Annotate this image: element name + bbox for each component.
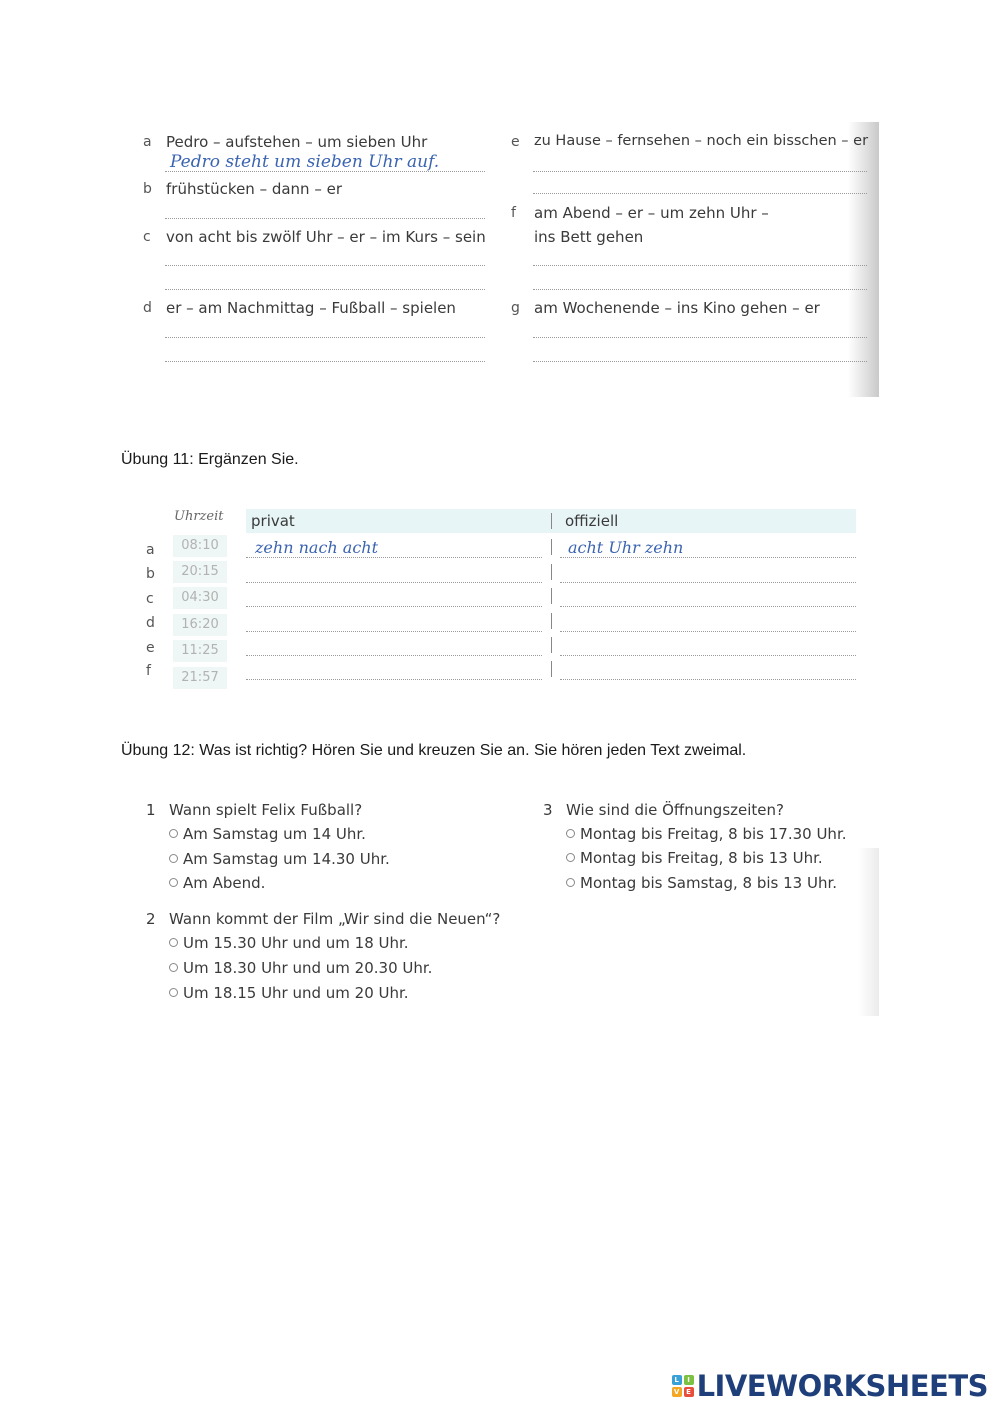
answer-option[interactable]: Am Abend. [169,874,265,892]
row-letter: a [146,542,155,558]
logo-icon: L I V E [672,1375,694,1397]
answer-line[interactable] [533,265,867,266]
item-prompt: er – am Nachmittag – Fußball – spielen [166,299,456,317]
time-cell: 21:57 [173,667,227,689]
answer-line-private[interactable] [246,679,542,680]
answer-option[interactable]: Montag bis Samstag, 8 bis 13 Uhr. [566,874,837,892]
answer-line-official[interactable] [560,582,856,583]
answer-line-private[interactable] [246,582,542,583]
radio-button[interactable] [566,853,575,862]
answer-line-private[interactable] [246,631,542,632]
answer-line-private[interactable] [246,557,542,558]
item-letter: b [143,181,152,197]
radio-button[interactable] [169,878,178,887]
answer-line[interactable] [165,289,485,290]
question-text: Wann spielt Felix Fußball? [169,801,363,819]
item-prompt: von acht bis zwölf Uhr – er – im Kurs – sein [166,228,486,246]
answer-line[interactable] [165,361,485,362]
column-separator [551,661,552,677]
answer-line[interactable] [533,361,867,362]
item-prompt: frühstücken – dann – er [166,180,342,198]
question-text: Wann kommt der Film „Wir sind die Neuen“? [169,910,501,928]
radio-button[interactable] [169,938,178,947]
radio-button[interactable] [566,829,575,838]
item-letter: e [511,134,520,150]
row-letter: b [146,566,155,582]
item-prompt: am Abend – er – um zehn Uhr – [534,204,769,222]
answer-line-official[interactable] [560,655,856,656]
handwritten-private: zehn nach acht [255,538,379,557]
answer-line-official[interactable] [560,557,856,558]
column-separator [551,539,552,555]
row-letter: f [146,663,151,679]
item-prompt: am Wochenende – ins Kino gehen – er [534,299,820,317]
time-cell: 11:25 [173,640,227,662]
answer-line-official[interactable] [560,606,856,607]
item-letter: g [511,300,520,316]
column-header-time: Uhrzeit [174,509,224,524]
column-separator [551,613,552,629]
column-header-private: privat [251,512,295,530]
answer-option[interactable]: Montag bis Freitag, 8 bis 17.30 Uhr. [566,825,847,843]
radio-button[interactable] [169,988,178,997]
item-letter: d [143,300,152,316]
answer-line[interactable] [165,171,485,172]
radio-button[interactable] [566,878,575,887]
answer-line[interactable] [165,265,485,266]
question-number: 2 [146,910,156,928]
answer-line-private[interactable] [246,655,542,656]
item-letter: f [511,205,516,221]
radio-button[interactable] [169,963,178,972]
exercise-11-heading: Übung 11: Ergänzen Sie. [121,451,299,468]
answer-line-official[interactable] [560,679,856,680]
answer-line[interactable] [533,289,867,290]
answer-line[interactable] [533,337,867,338]
item-letter: a [143,134,152,150]
logo-text: LIVEWORKSHEETS [696,1369,988,1403]
column-separator [551,564,552,580]
item-prompt: Pedro – aufstehen – um sieben Uhr [166,133,428,151]
radio-button[interactable] [169,829,178,838]
page-gutter-shadow [848,122,879,397]
question-number: 3 [543,801,553,819]
answer-option[interactable]: Um 18.15 Uhr und um 20 Uhr. [169,984,409,1002]
question-text: Wie sind die Öffnungszeiten? [566,801,784,819]
page-gutter-shadow [858,848,879,1016]
time-cell: 16:20 [173,614,227,636]
exercise-12-heading: Übung 12: Was ist richtig? Hören Sie und kreuzen Sie an. Sie hören jeden Text zweimal. [121,742,747,759]
item-prompt: zu Hause – fernsehen – noch ein bisschen – er [534,133,869,149]
handwritten-answer: Pedro steht um sieben Uhr auf. [170,152,440,172]
answer-option[interactable]: Am Samstag um 14 Uhr. [169,825,366,843]
answer-line-official[interactable] [560,631,856,632]
row-letter: c [146,591,154,607]
column-separator [551,513,552,529]
answer-line-private[interactable] [246,606,542,607]
handwritten-official: acht Uhr zehn [568,538,684,557]
time-cell: 20:15 [173,561,227,583]
answer-line[interactable] [533,193,867,194]
answer-option[interactable]: Um 15.30 Uhr und um 18 Uhr. [169,934,409,952]
answer-line[interactable] [165,218,485,219]
row-letter: e [146,640,155,656]
column-header-official: offiziell [565,512,619,530]
answer-line[interactable] [165,337,485,338]
row-letter: d [146,615,155,631]
time-cell: 04:30 [173,587,227,609]
item-prompt: ins Bett gehen [534,228,644,246]
time-cell: 08:10 [173,535,227,557]
radio-button[interactable] [169,854,178,863]
item-letter: c [143,229,151,245]
column-separator [551,588,552,604]
answer-option[interactable]: Um 18.30 Uhr und um 20.30 Uhr. [169,959,432,977]
answer-option[interactable]: Am Samstag um 14.30 Uhr. [169,850,390,868]
liveworksheets-logo [672,1369,988,1403]
column-separator [551,637,552,653]
answer-option[interactable]: Montag bis Freitag, 8 bis 13 Uhr. [566,849,823,867]
answer-line[interactable] [533,171,867,172]
question-number: 1 [146,801,156,819]
